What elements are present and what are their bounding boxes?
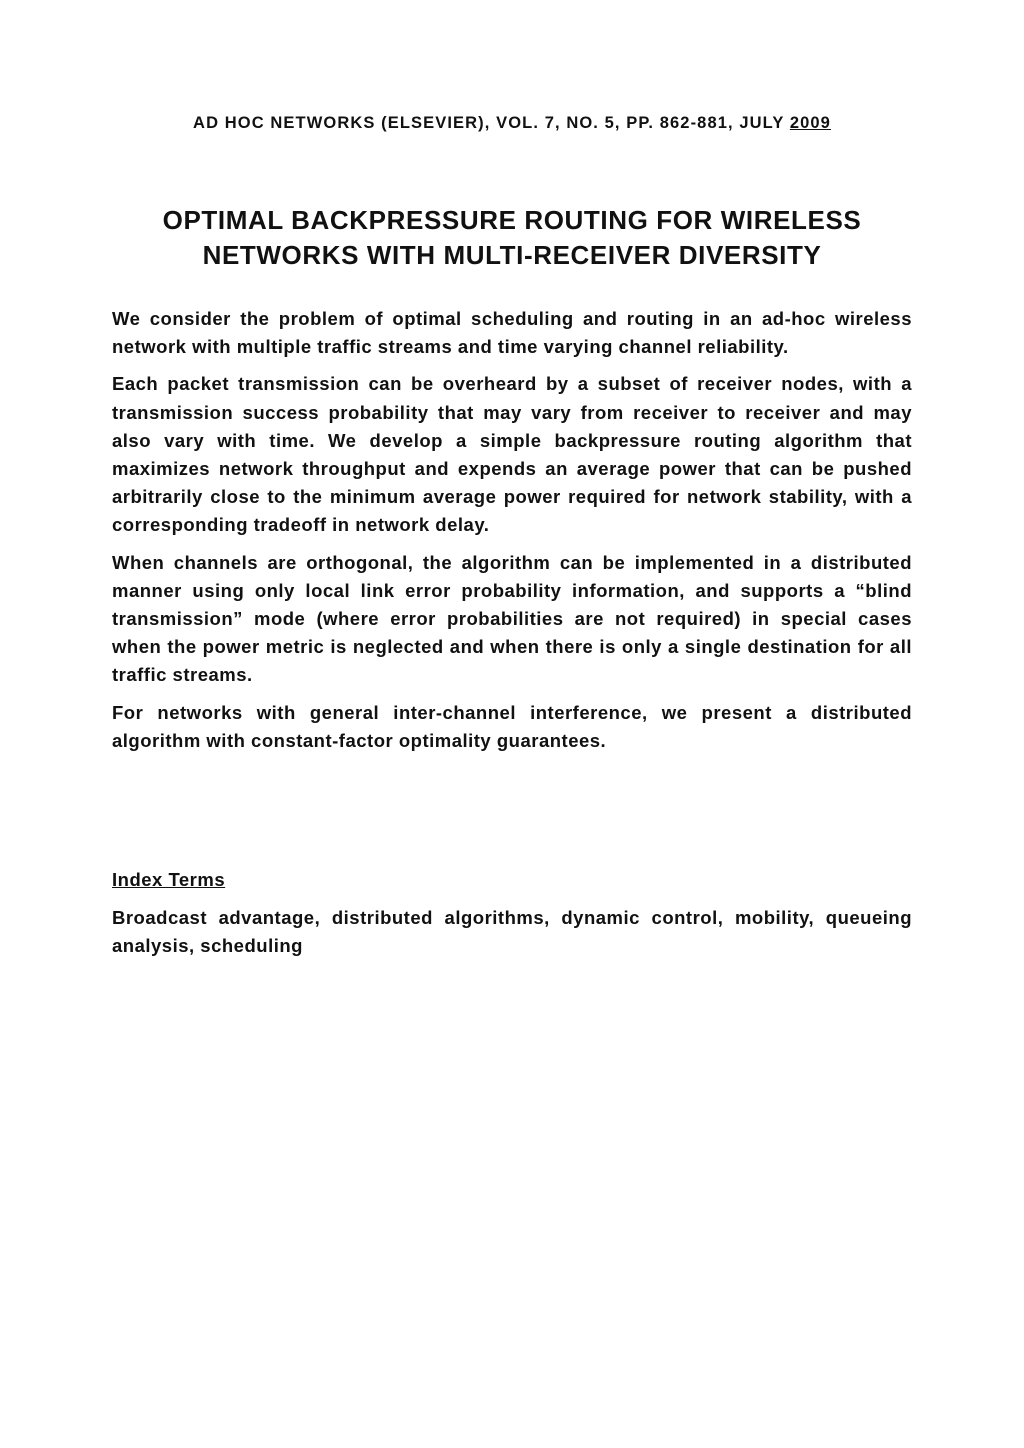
title-line-2: NETWORKS WITH MULTI-RECEIVER DIVERSITY: [202, 240, 822, 271]
journal-citation: [0, 114, 1024, 133]
abstract-paragraph: We consider the problem of optimal scheduling and routing in an ad-hoc wireless network with multiple traffic streams and time varying channel reliability.: [112, 308, 912, 358]
abstract-paragraph: When channels are orthogonal, the algorithm can be implemented in a distributed manner using only local link error probability information, and supports a “blind transmission” mode (where error probabilities are not required) in special cases when the power metric is neglected and when there is only a single destination for all traffic streams.: [112, 551, 912, 686]
index-terms-text: Broadcast advantage, distributed algorithms, dynamic control, mobility, queueing analysis, scheduling: [112, 907, 912, 957]
journal-text: AD HOC NETWORKS (ELSEVIER), VOL. 7, NO. 5, PP. 862-881, JULY: [193, 114, 785, 132]
abstract-paragraph: Each packet transmission can be overheard by a subset of receiver nodes, with a transmission success probability that may vary from receiver to receiver and may also vary with time. We develop a simple backpressure routing algorithm that maximizes network throughput and expends an average power that can be pushed arbitrarily close to the minimum average power required for network stability, with a corresponding tradeoff in network delay.: [112, 373, 912, 536]
title-line-1: OPTIMAL BACKPRESSURE ROUTING FOR WIRELESS: [162, 205, 862, 236]
journal-year: 2009: [789, 114, 831, 132]
abstract: [112, 305, 912, 764]
abstract-paragraph: For networks with general inter-channel interference, we present a distributed algorithm with constant-factor optimality guarantees.: [112, 701, 912, 751]
index-terms-heading: Index Terms: [112, 869, 226, 890]
paper-title: [100, 203, 924, 273]
